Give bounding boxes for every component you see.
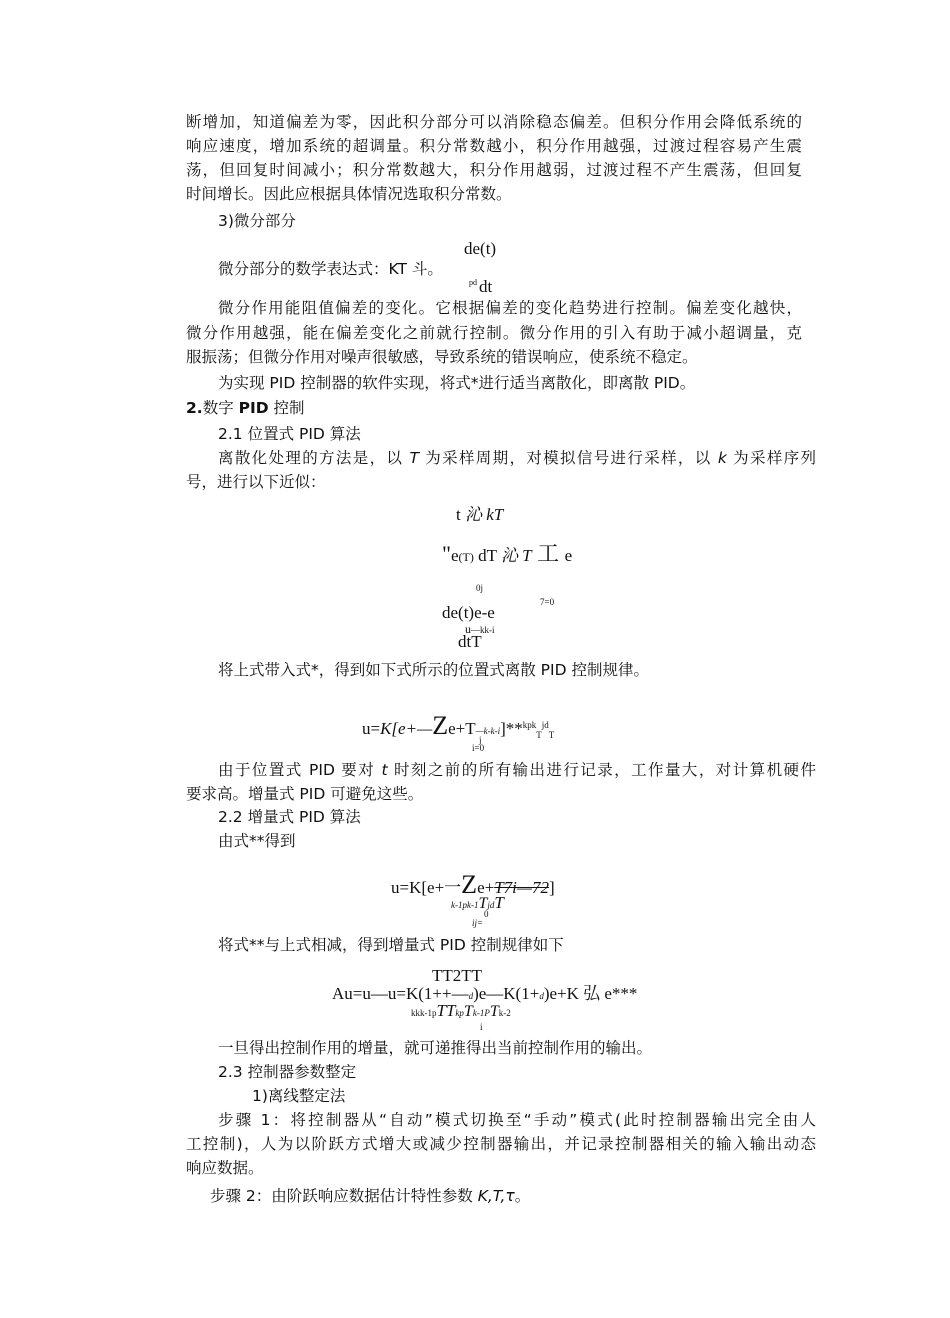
- paragraph-line: [218, 759, 816, 781]
- text-run: ]**: [500, 719, 523, 738]
- text-run: u: [465, 622, 471, 636]
- text-run: K[e+—: [380, 719, 433, 738]
- text-run: T: [494, 893, 504, 912]
- text-run: T: [478, 895, 488, 912]
- text-run: 由于位置式 PID 要对: [218, 761, 382, 779]
- symbol-t: t: [381, 761, 388, 779]
- paragraph-line: 一旦得出控制作用的增量，就可递推得出当前控制作用的输出。: [218, 1039, 653, 1057]
- text-run: (T): [458, 550, 474, 564]
- equation-position-pid: [362, 712, 554, 748]
- symbol-T: T: [409, 449, 420, 467]
- text-run: kpk: [522, 720, 537, 730]
- paragraph-line: 服振荡；但微分作用对噪声很敏感，导致系统的错误响应，使系统不稳定。: [186, 348, 698, 366]
- equation-sub-line: [411, 1000, 511, 1024]
- section-heading-2: [186, 397, 305, 419]
- derivative-formula-text: 微分部分的数学表达式：KT 斗。: [218, 260, 443, 278]
- paragraph-line: 为实现 PID 控制器的软件实现，将式*进行适当离散化，即离散 PID。: [218, 374, 696, 392]
- sum-sign: Z: [461, 870, 478, 899]
- paragraph-line: 要求高。增量式 PID 可避免这些。: [186, 785, 424, 803]
- paragraph-line: 步骤 1：将控制器从“自动”模式切换至“手动”模式(此时控制器输出完全由人: [218, 1111, 816, 1129]
- sum-sign: Z: [432, 711, 449, 740]
- section-number: 2.: [186, 399, 203, 417]
- section-title-b: PID: [238, 399, 269, 417]
- text-run: u=K[e+一: [391, 878, 462, 897]
- paragraph-line: 时间增长。因此应根据具体情况选取积分常数。: [186, 185, 512, 203]
- text-run: t: [456, 505, 465, 524]
- text-run: e: [564, 546, 573, 565]
- text-run: i: [472, 743, 475, 753]
- text-run: T: [463, 1003, 473, 1020]
- formula-denominator: dt: [479, 277, 493, 296]
- paragraph-line: 由式**得到: [218, 832, 296, 850]
- section-heading-2-1: 2.1 位置式 PID 算法: [218, 425, 361, 443]
- text-run: =: [474, 743, 480, 753]
- approx-line-6: dtT: [458, 632, 482, 651]
- text-run: kkk-1p: [411, 1008, 437, 1018]
- equation-sub: j: [479, 735, 482, 745]
- text-run: e+: [477, 878, 495, 897]
- paragraph-line: 工控制)，人为以阶跃方式增大或减少控制器输出，并记录控制器相关的输入输出动态: [186, 1135, 816, 1153]
- approx-line-1: [456, 504, 503, 526]
- subheading-derivative: 3)微分部分: [218, 212, 296, 230]
- text-run: k-1P: [472, 1008, 490, 1018]
- text-run: 时刻之前的所有输出进行记录，工作量大，对计算机硬件: [387, 761, 816, 779]
- paragraph-line: [210, 1185, 530, 1207]
- text-run: jd: [541, 720, 549, 730]
- sum-sign: 工: [531, 541, 565, 566]
- equation-sub: 0: [484, 909, 489, 919]
- approx-line-2: [442, 543, 572, 568]
- text-run: 为采样周期，对模拟信号进行采样，以: [419, 449, 718, 467]
- approx-line-4: de(t)e-e: [442, 603, 495, 622]
- text-run: ]: [549, 878, 555, 897]
- text-run: d: [539, 991, 544, 1001]
- paragraph-line: 将上式带入式*，得到如下式所示的位置式离散 PID 控制规律。: [218, 661, 649, 679]
- equation-top: TT2TT: [432, 966, 483, 985]
- paragraph-line: 响应速度，增加系统的超调量。积分常数越小，积分作用越强，过渡过程容易产生震: [186, 137, 802, 155]
- text-run: 。: [514, 1187, 531, 1205]
- text-run: 步骤 2：由阶跃响应数据估计特性参数: [210, 1187, 478, 1205]
- text-run: T: [489, 1003, 499, 1020]
- text-run: d: [468, 991, 474, 1001]
- formula-numerator: de(t): [464, 239, 497, 258]
- section-title-c: 控制: [268, 399, 305, 417]
- paragraph-line: 微分作用越强，能在偏差变化之前就行控制。微分作用的引入有助于减小超调量，克: [186, 324, 802, 342]
- text-run: —k-k-i: [475, 726, 501, 736]
- text-run: e+T: [448, 719, 476, 738]
- section-heading-2-3: 2.3 控制器参数整定: [218, 1063, 357, 1081]
- text-run: 为采样序列: [726, 449, 816, 467]
- text-run: 0: [479, 743, 485, 753]
- text-run: K,T,τ: [477, 1187, 515, 1205]
- section-title-a: 数字: [202, 399, 239, 417]
- text-run: k-1pk-1: [451, 900, 479, 910]
- text-run: )e—K(1+: [473, 984, 540, 1003]
- paragraph-line: 微分作用能阻值偏差的变化。它根据偏差的变化趋势进行控制。偏差变化越快，: [218, 299, 802, 317]
- text-run: 离散化处理的方法是，以: [218, 449, 410, 467]
- paragraph-line: [218, 447, 816, 469]
- text-run: 沁 T: [500, 546, 532, 565]
- paragraph-line: 号，进行以下近似：: [186, 473, 326, 491]
- text-run: T7i—72: [494, 878, 549, 897]
- text-run: —kk-i: [471, 625, 495, 635]
- section-heading-2-2: 2.2 增量式 PID 算法: [218, 808, 361, 826]
- equation-sub: ij=: [472, 918, 484, 928]
- text-run: )e+K 弘 e***: [543, 984, 638, 1003]
- integral-sign: ": [442, 541, 451, 566]
- symbol-k: k: [717, 449, 727, 467]
- subheading-offline: 1)离线整定法: [252, 1087, 346, 1105]
- approx-sub: 0j: [476, 583, 484, 593]
- text-run: e: [450, 546, 459, 565]
- equation-sub: [472, 737, 484, 759]
- paragraph-line: 将式**与上式相减，得到增量式 PID 控制规律如下: [218, 936, 564, 954]
- paragraph-line: 荡，但回复时间减小；积分常数越大，积分作用越弱，过渡过程不产生震荡，但回复: [186, 161, 802, 179]
- text-run: TT: [436, 1001, 456, 1020]
- paragraph-line: 响应数据。: [186, 1159, 264, 1177]
- approx-sub: 7=0: [540, 597, 555, 607]
- text-run: 沁 kT: [464, 505, 504, 524]
- text-run: kp: [455, 1008, 464, 1018]
- text-run: T: [548, 730, 555, 740]
- formula-subscript: pd: [469, 278, 477, 287]
- text-run: Au=u—u=K(1++—: [332, 984, 469, 1003]
- text-run: u=: [362, 719, 381, 738]
- text-run: k-2: [498, 1008, 511, 1018]
- text-run: dT: [473, 546, 501, 565]
- paragraph-line: 断增加，知道偏差为零，因此积分部分可以消除稳态偏差。但积分作用会降低系统的: [186, 113, 802, 131]
- text-run: T: [536, 730, 542, 740]
- text-run: jd: [487, 900, 495, 910]
- equation-sub: i: [480, 1022, 483, 1032]
